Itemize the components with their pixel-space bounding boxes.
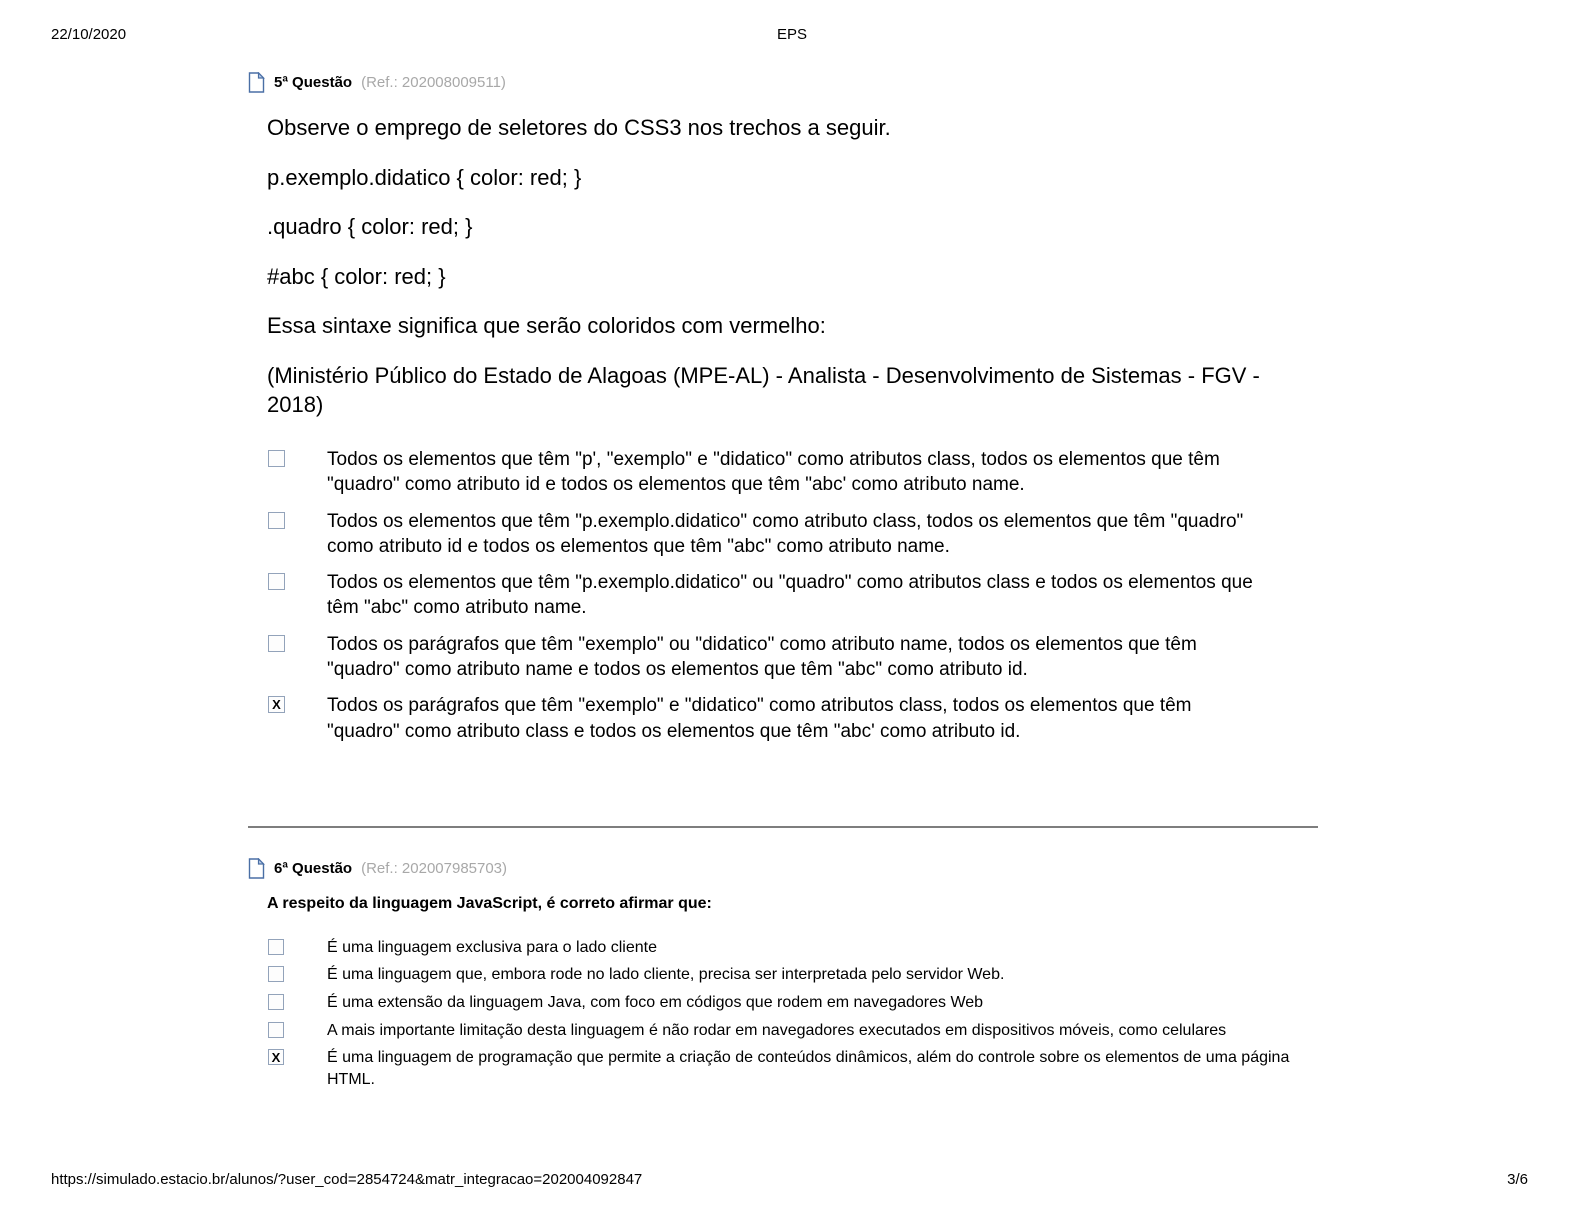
question-divider — [248, 826, 1318, 828]
answer-option — [248, 992, 1323, 1014]
document-icon — [248, 72, 265, 93]
checkbox-icon[interactable] — [268, 573, 285, 590]
answer-option — [248, 937, 1323, 959]
question-paragraph: Essa sintaxe significa que serão coloridos com vermelho: — [267, 313, 826, 339]
option-text: É uma linguagem de programação que permite a criação de conteúdos dinâmicos, além do controle sobre os elementos de uma página HTML. — [327, 1049, 1290, 1088]
answer-option — [248, 509, 1323, 560]
answer-option — [248, 964, 1323, 986]
option-text: Todos os elementos que têm "p.exemplo.didatico" como atributo class, todos os elementos que têm "quadro" como atributo id e todos os elementos que têm "abc" como atributo name. — [327, 510, 1244, 557]
footer-url: https://simulado.estacio.br/alunos/?user_cod=2854724&matr_integracao=202004092847 — [51, 1171, 643, 1188]
checkbox-checked-icon[interactable] — [268, 1049, 284, 1065]
checkbox-icon[interactable] — [268, 994, 284, 1010]
checkbox-icon[interactable] — [268, 450, 285, 467]
question-ref: (Ref.: 202008009511) — [361, 74, 506, 91]
question-source: (Ministério Público do Estado de Alagoas (MPE-AL) - Analista - Desenvolvimento de Sistemas - FGV - 2018) — [267, 362, 1260, 417]
checkbox-icon[interactable] — [268, 966, 284, 982]
option-text: Todos os parágrafos que têm "exemplo" e "didatico" como atributos class, todos os elementos que têm "quadro" como atributo class e todos os elementos que têm "abc' como atributo id. — [327, 695, 1192, 742]
question-5-options — [248, 447, 1323, 744]
question-number: 6ª Questão — [274, 859, 353, 877]
question-6-header — [248, 858, 1323, 879]
print-title: EPS — [776, 26, 807, 43]
answer-option-selected — [248, 693, 1323, 744]
checkbox-icon[interactable] — [268, 635, 285, 652]
checkbox-icon[interactable] — [268, 512, 285, 529]
question-5-body — [267, 114, 1323, 419]
answer-option-selected — [248, 1047, 1323, 1090]
print-date: 22/10/2020 — [51, 26, 127, 43]
checkbox-icon[interactable] — [268, 1022, 284, 1038]
checkbox-checked-icon[interactable] — [268, 696, 285, 713]
question-code-line: p.exemplo.didatico { color: red; } — [267, 164, 582, 190]
question-5 — [248, 72, 1323, 744]
option-text: Todos os parágrafos que têm "exemplo" ou "didatico" como atributo name, todos os elementos que têm "quadro" como atributo name e todos os elementos que têm "abc" como atributo id. — [327, 633, 1197, 681]
question-6-prompt: A respeito da linguagem JavaScript, é correto afirmar que: — [267, 894, 712, 912]
option-text: É uma extensão da linguagem Java, com foco em códigos que rodem em navegadores Web — [327, 994, 984, 1011]
question-paragraph: Observe o emprego de seletores do CSS3 nos trechos a seguir. — [267, 115, 891, 140]
answer-option — [248, 1020, 1323, 1042]
question-ref: (Ref.: 202007985703) — [361, 859, 508, 877]
question-code-line: .quadro { color: red; } — [267, 214, 473, 240]
question-6 — [248, 858, 1323, 1091]
question-code-line: #abc { color: red; } — [267, 263, 446, 289]
answer-option — [248, 570, 1323, 621]
question-6-options — [248, 937, 1323, 1091]
option-text: A mais importante limitação desta linguagem é não rodar em navegadores executados em dispositivos móveis, como celulares — [327, 1021, 1227, 1039]
answer-option — [248, 632, 1323, 683]
document-icon — [248, 858, 265, 879]
option-text: Todos os elementos que têm "p', "exemplo" e "didatico" como atributos class, todos os elementos que têm "quadro" como atributo id e todos os elementos que têm "abc' como atributo name. — [327, 449, 1220, 496]
checkbox-icon[interactable] — [268, 939, 284, 955]
checkbox-mark: X — [272, 697, 281, 713]
print-header — [0, 26, 1584, 43]
option-text: É uma linguagem que, embora rode no lado cliente, precisa ser interpretada pelo servidor Web. — [327, 966, 1005, 984]
answer-option — [248, 447, 1323, 498]
checkbox-mark: X — [271, 1049, 281, 1065]
print-footer — [51, 1171, 1528, 1188]
option-text: É uma linguagem exclusiva para o lado cliente — [327, 938, 657, 956]
footer-page-number: 3/6 — [1507, 1171, 1528, 1188]
option-text: Todos os elementos que têm "p.exemplo.didatico" ou "quadro" como atributos class e todos os elementos que têm "abc" como atributo name. — [327, 572, 1253, 619]
question-5-header — [248, 72, 1323, 93]
quiz-content — [248, 72, 1323, 1096]
question-number: 5ª Questão — [274, 74, 353, 91]
